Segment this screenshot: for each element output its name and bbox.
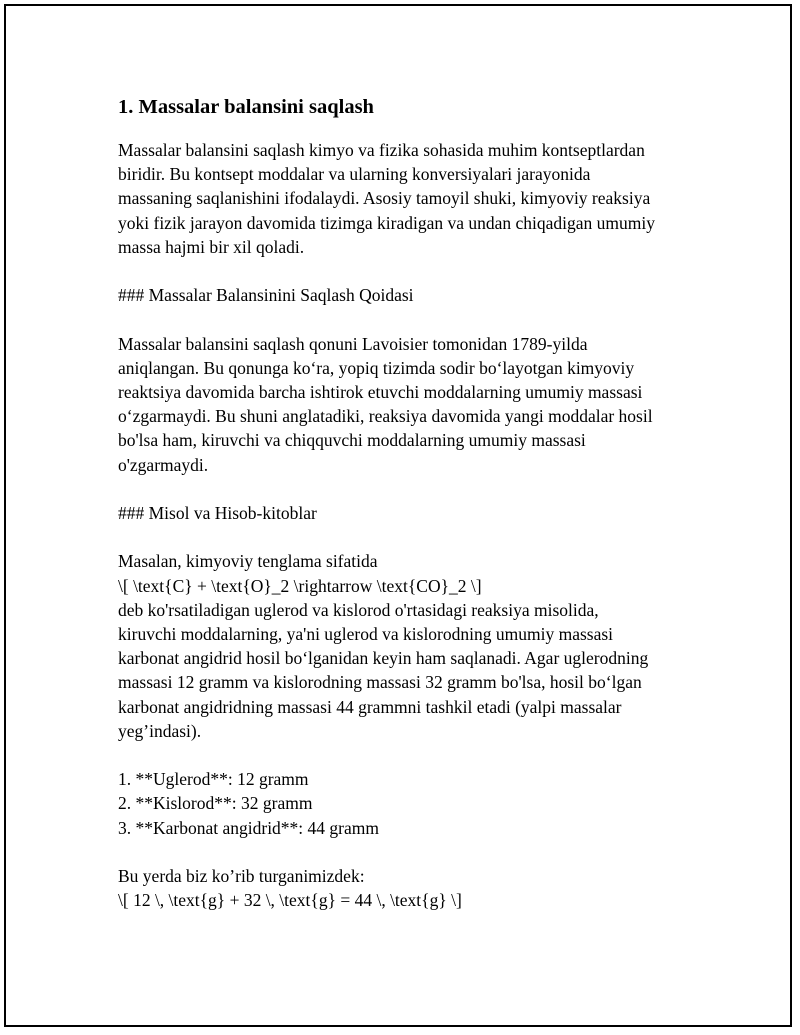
- latex-equation-line: \[ \text{C} + \text{O}_2 \rightarrow \text{CO}_2 \]: [118, 575, 482, 596]
- text-line: aniqlangan. Bu qonunga ko‘ra, yopiq tizimda sodir bo‘layotgan kimyoviy: [118, 357, 635, 378]
- text-line: bo'lsa ham, kiruvchi va chiqquvchi moddalarning umumiy massasi: [118, 430, 586, 451]
- blank-line: [118, 525, 698, 549]
- blank-line: [118, 743, 698, 767]
- blank-line: [118, 840, 698, 864]
- text-line: yeg’indasi).: [118, 720, 202, 741]
- markdown-subheading: ### Misol va Hisob-kitoblar: [118, 503, 317, 523]
- text-line: kiruvchi moddalarning, ya'ni uglerod va kislorodning umumiy massasi: [118, 624, 614, 644]
- text-line: massasi 12 gramm va kislorodning massasi 32 gramm bo'lsa, hosil bo‘lgan: [118, 672, 642, 693]
- text-line: Bu yerda biz ko’rib turganimizdek:: [118, 866, 365, 886]
- blank-line: [118, 477, 698, 501]
- text-line: deb ko'rsatiladigan uglerod va kislorod o'rtasidagi reaksiya misolida,: [118, 599, 599, 620]
- text-line: Massalar balansini saqlash qonuni Lavoisier tomonidan 1789-yilda: [118, 333, 588, 354]
- text-line: massa hajmi bir xil qoladi.: [118, 236, 305, 257]
- text-line: karbonat angidrid hosil bo‘lganidan keyin ham saqlanadi. Agar uglerodning: [118, 648, 649, 669]
- text-line: yoki fizik jarayon davomida tizimga kiradigan va undan chiqadigan umumiy: [118, 212, 656, 233]
- example-paragraph: [118, 549, 698, 743]
- text-line: o‘zgarmaydi. Bu shuni anglatadiki, reaksiya davomida yangi moddalar hosil: [118, 406, 653, 427]
- document-body: [118, 94, 698, 912]
- list-item: 1. **Uglerod**: 12 gramm: [118, 769, 309, 790]
- list-item: 2. **Kislorod**: 32 gramm: [118, 793, 313, 814]
- text-line: Massalar balansini saqlash kimyo va fizika sohasida muhim kontseptlardan: [118, 140, 645, 160]
- mass-list: [118, 767, 698, 840]
- latex-equation-line: \[ 12 \, \text{g} + 32 \, \text{g} = 44 \, \text{g} \]: [118, 890, 462, 911]
- text-line: Masalan, kimyoviy tenglama sifatida: [118, 551, 378, 572]
- text-line: massaning saqlanishini ifodalaydi. Asosiy tamoyil shuki, kimyoviy reaksiya: [118, 188, 651, 209]
- intro-paragraph: [118, 138, 698, 259]
- markdown-subheading: ### Massalar Balansinini Saqlash Qoidasi: [118, 285, 414, 306]
- section-heading: 1. Massalar balansini saqlash: [118, 96, 374, 118]
- text-line: karbonat angidridning massasi 44 grammni tashkil etadi (yalpi massalar: [118, 696, 622, 717]
- subheading-rule: [118, 283, 698, 307]
- conclusion-paragraph: [118, 864, 698, 912]
- text-line: reaktsiya davomida barcha ishtirok etuvchi moddalarning umumiy massasi: [118, 382, 643, 402]
- blank-line: [118, 259, 698, 283]
- law-paragraph: [118, 332, 698, 477]
- subheading-example: [118, 501, 698, 525]
- list-item: 3. **Karbonat angidrid**: 44 gramm: [118, 817, 379, 838]
- text-line: biridir. Bu kontsept moddalar va ularning konversiyalari jarayonida: [118, 164, 591, 185]
- blank-line: [118, 307, 698, 331]
- text-line: o'zgarmaydi.: [118, 454, 209, 475]
